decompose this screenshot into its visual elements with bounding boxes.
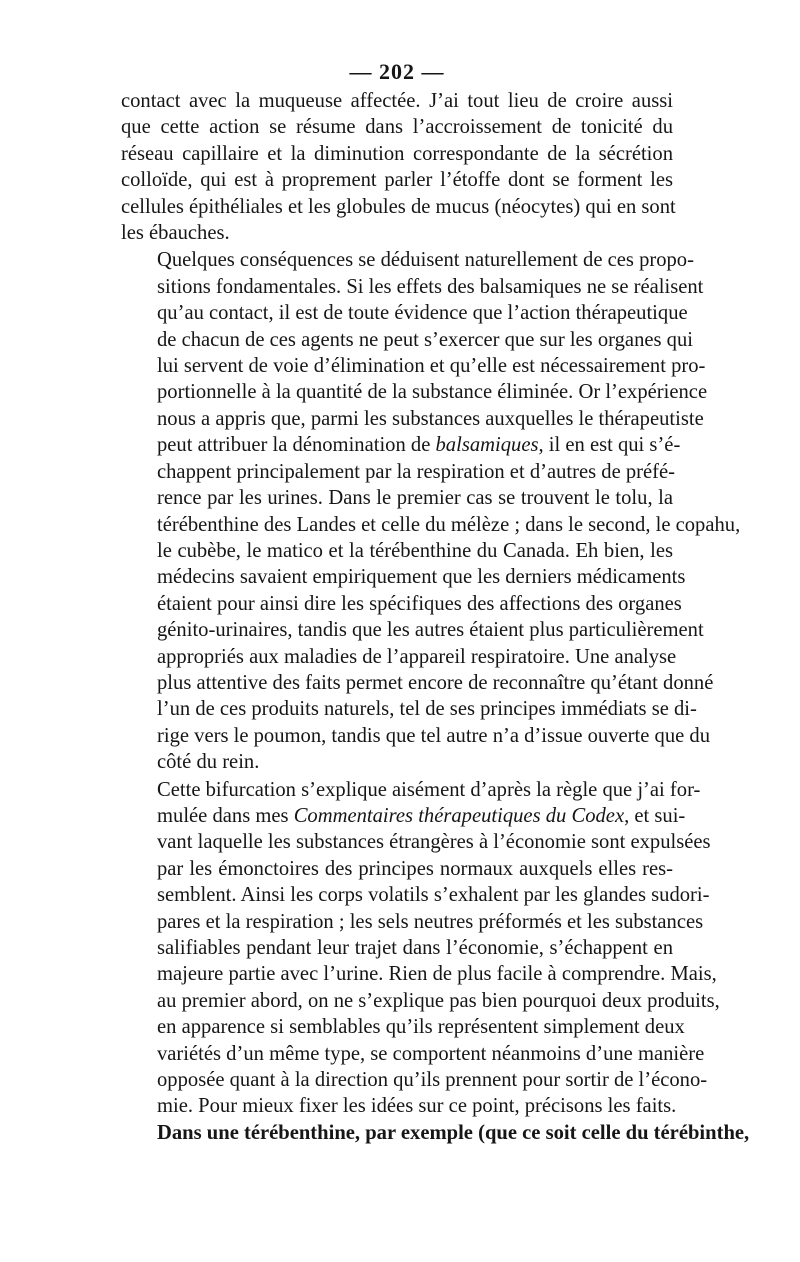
text-line	[121, 406, 704, 432]
text-line	[121, 512, 741, 538]
text-run: côté du rein.	[157, 751, 260, 774]
text-line	[121, 644, 677, 670]
page-content	[121, 58, 750, 1146]
text-line	[121, 379, 708, 405]
text-run: térébenthine des Landes et celle du mélèze ; dans le second, le copahu,	[157, 513, 741, 536]
text-line	[121, 617, 704, 643]
body-text	[121, 88, 750, 1146]
text-line	[121, 1041, 705, 1067]
text-line	[121, 1093, 677, 1119]
text-line	[121, 194, 676, 220]
text-run: nous a appris que, parmi les substances auxquelles le thérapeutiste	[157, 407, 704, 430]
text-run: par les émonctoires des principes normaux auxquels elles res-	[157, 857, 673, 880]
text-line	[121, 274, 704, 300]
text-run: , il en est qui s’é-	[538, 434, 681, 457]
text-line	[121, 1120, 750, 1146]
text-run: Dans une térébenthine, par exemple (que ce soit celle du térébinthe,	[157, 1121, 750, 1144]
paragraph	[121, 88, 676, 246]
text-run: médecins savaient empiriquement que les derniers médicaments	[157, 566, 686, 589]
text-line	[121, 935, 673, 961]
text-run: vant laquelle les substances étrangères à l’économie sont expulsées	[157, 831, 711, 854]
text-line	[121, 696, 697, 722]
text-run: Quelques conséquences se déduisent naturellement de ces propo-	[157, 249, 694, 272]
text-line	[121, 220, 673, 246]
text-run: pares et la respiration ; les sels neutres préformés et les substances	[157, 910, 704, 933]
text-run: le cubèbe, le matico et la térébenthine du Canada. Eh bien, les	[157, 539, 673, 562]
text-line	[121, 803, 686, 829]
italic-text: Commentaires thérapeutiques du Codex	[293, 804, 625, 827]
paragraph	[121, 777, 750, 1147]
text-run: génito-urinaires, tandis que les autres étaient plus particulièrement	[157, 619, 704, 642]
text-line	[121, 459, 676, 485]
text-line	[121, 247, 694, 273]
text-run: au premier abord, on ne s’explique pas bien pourquoi deux produits,	[157, 989, 720, 1012]
text-run: opposée quant à la direction qu’ils prennent pour sortir de l’écono-	[157, 1069, 708, 1092]
page-number: — 202 —	[349, 59, 445, 84]
text-line	[121, 749, 673, 775]
text-run: de chacun de ces agents ne peut s’exercer que sur les organes qui	[157, 328, 693, 351]
text-run: réseau capillaire et la diminution correspondante de la sécrétion	[121, 142, 673, 165]
text-line	[121, 141, 673, 167]
text-run: majeure partie avec l’urine. Rien de plus facile à comprendre. Mais,	[157, 963, 717, 986]
text-line	[121, 909, 704, 935]
text-run: en apparence si semblables qu’ils représentent simplement deux	[157, 1016, 685, 1039]
text-line	[121, 670, 714, 696]
text-run: rence par les urines. Dans le premier cas se trouvent le tolu, la	[157, 487, 673, 510]
text-run: rige vers le poumon, tandis que tel autre n’a d’issue ouverte que du	[157, 724, 711, 747]
text-run: peut attribuer la dénomination de	[157, 434, 436, 457]
text-run: chappent principalement par la respiration et d’autres de préfé-	[157, 460, 676, 483]
text-line	[121, 1014, 685, 1040]
text-run: que cette action se résume dans l’accroissement de tonicité du	[121, 116, 673, 139]
text-run: salifiables pendant leur trajet dans l’économie, s’échappent en	[157, 937, 673, 959]
text-line	[121, 485, 673, 511]
text-run: mulée dans mes	[157, 804, 294, 827]
text-line	[121, 114, 673, 140]
text-line	[121, 777, 701, 803]
text-run: variétés d’un même type, se comportent néanmoins d’une manière	[157, 1042, 705, 1065]
text-run: colloïde, qui est à proprement parler l’étoffe dont se forment les	[121, 169, 673, 192]
text-run: sitions fondamentales. Si les effets des balsamiques ne se réalisent	[157, 275, 704, 298]
italic-text: balsamiques	[435, 434, 539, 457]
paragraph	[121, 247, 741, 775]
text-line	[121, 300, 688, 326]
text-run: semblent. Ainsi les corps volatils s’exhalent par les glandes sudori-	[157, 884, 710, 907]
text-line	[121, 327, 693, 353]
text-run: portionnelle à la quantité de la substance éliminée. Or l’expérience	[157, 381, 708, 404]
text-line	[121, 723, 711, 749]
text-line	[121, 856, 673, 882]
text-line	[121, 432, 681, 458]
text-run: contact avec la muqueuse affectée. J’ai tout lieu de croire aussi	[121, 90, 673, 112]
text-run: appropriés aux maladies de l’appareil respiratoire. Une analyse	[157, 645, 677, 668]
text-line	[121, 353, 706, 379]
text-line	[121, 961, 717, 987]
text-run: étaient pour ainsi dire les spécifiques des affections des organes	[157, 592, 682, 615]
text-run: plus attentive des faits permet encore de reconnaître qu’étant donné	[157, 671, 714, 694]
text-run: , et sui-	[624, 804, 686, 827]
text-run: Cette bifurcation s’explique aisément d’après la règle que j’ai for-	[157, 778, 701, 801]
text-run: l’un de ces produits naturels, tel de ses principes immédiats se di-	[157, 698, 697, 721]
text-run: qu’au contact, il est de toute évidence que l’action thérapeutique	[157, 302, 688, 325]
text-line	[121, 88, 673, 114]
text-line	[121, 564, 686, 590]
text-run: les ébauches.	[121, 222, 230, 245]
text-line	[121, 882, 710, 908]
text-line	[121, 591, 682, 617]
text-line	[121, 988, 720, 1014]
text-line	[121, 167, 673, 193]
text-run: cellules épithéliales et les globules de mucus (néocytes) qui en sont	[121, 195, 676, 218]
text-line	[121, 1067, 708, 1093]
text-line	[121, 538, 673, 564]
text-line	[121, 829, 711, 855]
text-run: mie. Pour mieux fixer les idées sur ce point, précisons les faits.	[157, 1095, 677, 1118]
text-run: lui servent de voie d’élimination et qu’elle est nécessairement pro-	[157, 355, 706, 378]
